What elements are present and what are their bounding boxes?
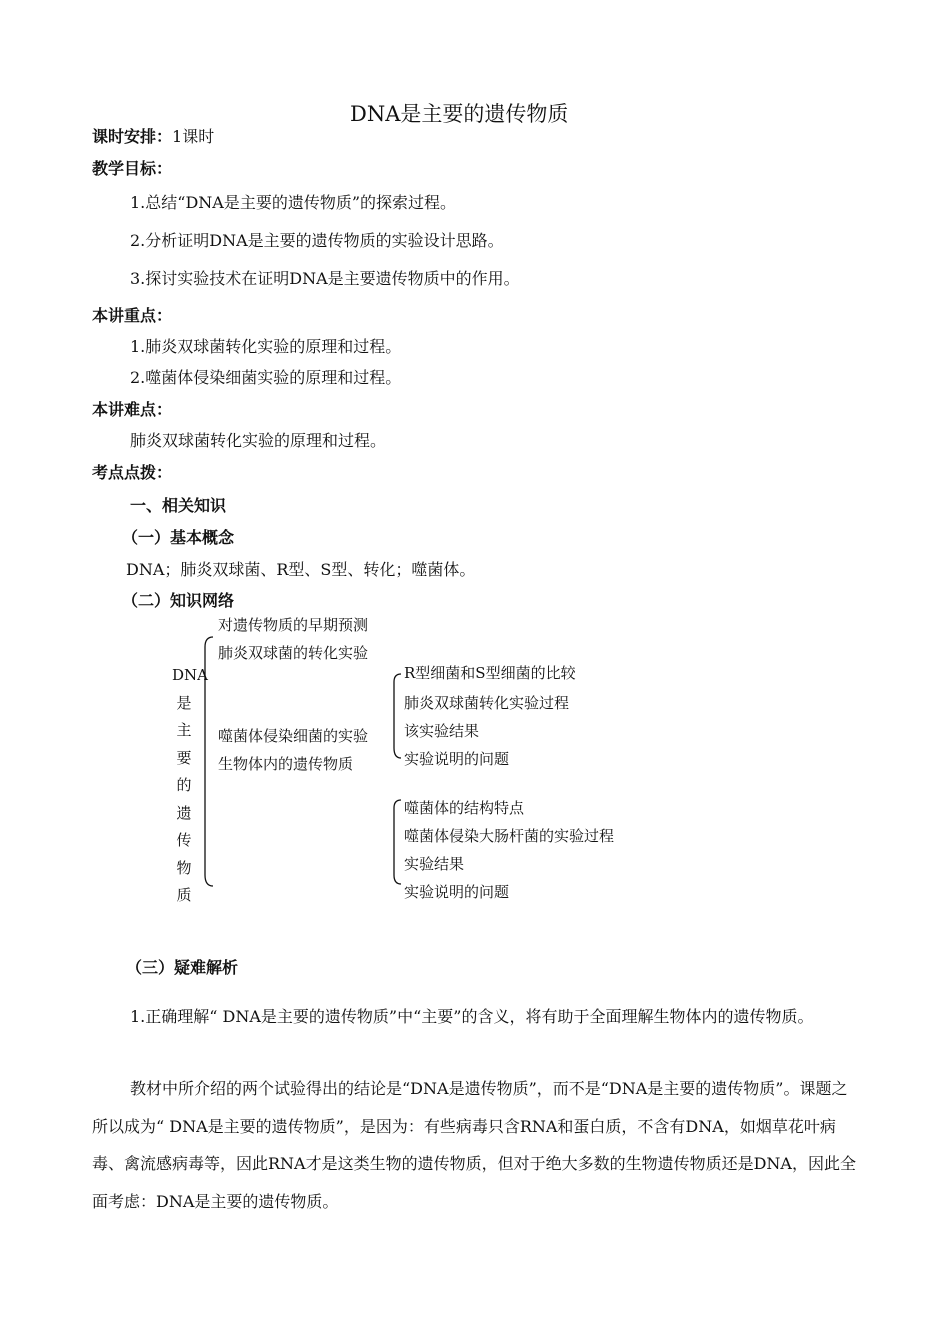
key-point-item: 1.肺炎双球菌转化实验的原理和过程。 bbox=[130, 337, 402, 356]
pneumo-brace bbox=[394, 674, 401, 758]
network-node: 肺炎双球菌的转化实验 bbox=[218, 644, 369, 662]
network-leaf: 实验结果 bbox=[404, 855, 465, 873]
objective-item: 3.探讨实验技术在证明DNA是主要遗传物质中的作用。 bbox=[130, 269, 520, 288]
schedule-value: 1课时 bbox=[172, 127, 215, 146]
subsection-knowledge-network: （二）知识网络 bbox=[122, 591, 235, 610]
page-title: DNA是主要的遗传物质 bbox=[350, 102, 569, 126]
root-brace bbox=[205, 637, 213, 886]
objective-item: 2.分析证明DNA是主要的遗传物质的实验设计思路。 bbox=[130, 231, 504, 250]
network-leaf: R型细菌和S型细菌的比较 bbox=[404, 664, 576, 682]
network-leaf: 噬菌体侵染大肠杆菌的实验过程 bbox=[404, 827, 615, 845]
network-leaf: 实验说明的问题 bbox=[404, 750, 510, 768]
network-leaf: 噬菌体的结构特点 bbox=[404, 799, 525, 817]
exam-points-heading: 考点点拨： bbox=[92, 463, 173, 482]
network-leaf: 实验说明的问题 bbox=[404, 883, 510, 901]
network-leaf: 该实验结果 bbox=[404, 722, 480, 740]
difficulties-heading: 本讲难点： bbox=[92, 400, 173, 419]
objective-item: 1.总结“DNA是主要的遗传物质”的探索过程。 bbox=[130, 193, 457, 212]
network-node: 噬菌体侵染细菌的实验 bbox=[218, 727, 369, 745]
subsection-basic-concepts: （一）基本概念 bbox=[122, 528, 235, 547]
network-node: 对遗传物质的早期预测 bbox=[218, 616, 369, 634]
network-node: 生物体内的遗传物质 bbox=[218, 755, 354, 773]
subsection-analysis: （三）疑难解析 bbox=[126, 958, 239, 977]
schedule-label: 课时安排： bbox=[92, 127, 173, 146]
section-related-knowledge: 一、相关知识 bbox=[130, 496, 227, 515]
concepts-line: DNA；肺炎双球菌、R型、S型、转化；噬菌体。 bbox=[126, 560, 476, 579]
objectives-heading: 教学目标： bbox=[92, 159, 173, 178]
key-point-item: 2.噬菌体侵染细菌实验的原理和过程。 bbox=[130, 368, 402, 387]
analysis-paragraph: 1.正确理解“ DNA是主要的遗传物质”中“主要”的含义，将有助于全面理解生物体内的遗传物质。 bbox=[130, 1007, 814, 1026]
network-root-label: DNA 是 主 要 的 遗 传 物 质 bbox=[172, 666, 208, 904]
network-leaf: 肺炎双球菌转化实验过程 bbox=[404, 694, 570, 712]
difficulty-item: 肺炎双球菌转化实验的原理和过程。 bbox=[130, 431, 387, 450]
phage-brace bbox=[394, 800, 401, 884]
key-points-heading: 本讲重点： bbox=[92, 306, 173, 325]
analysis-paragraph: 教材中所介绍的两个试验得出的结论是“DNA是遗传物质”，而不是“DNA是主要的遗传物质”。课题之所以成为“ DNA是主要的遗传物质”，是因为：有些病毒只含RNA和蛋白质，不含有DNA，如烟草花叶病毒、禽流感病毒等，因此RNA才是这类生物的遗传物质，但对于绝大多数的生物遗传物质还是DNA，因此全面考虑：DNA是主要的遗传物质。 bbox=[92, 1079, 856, 1211]
